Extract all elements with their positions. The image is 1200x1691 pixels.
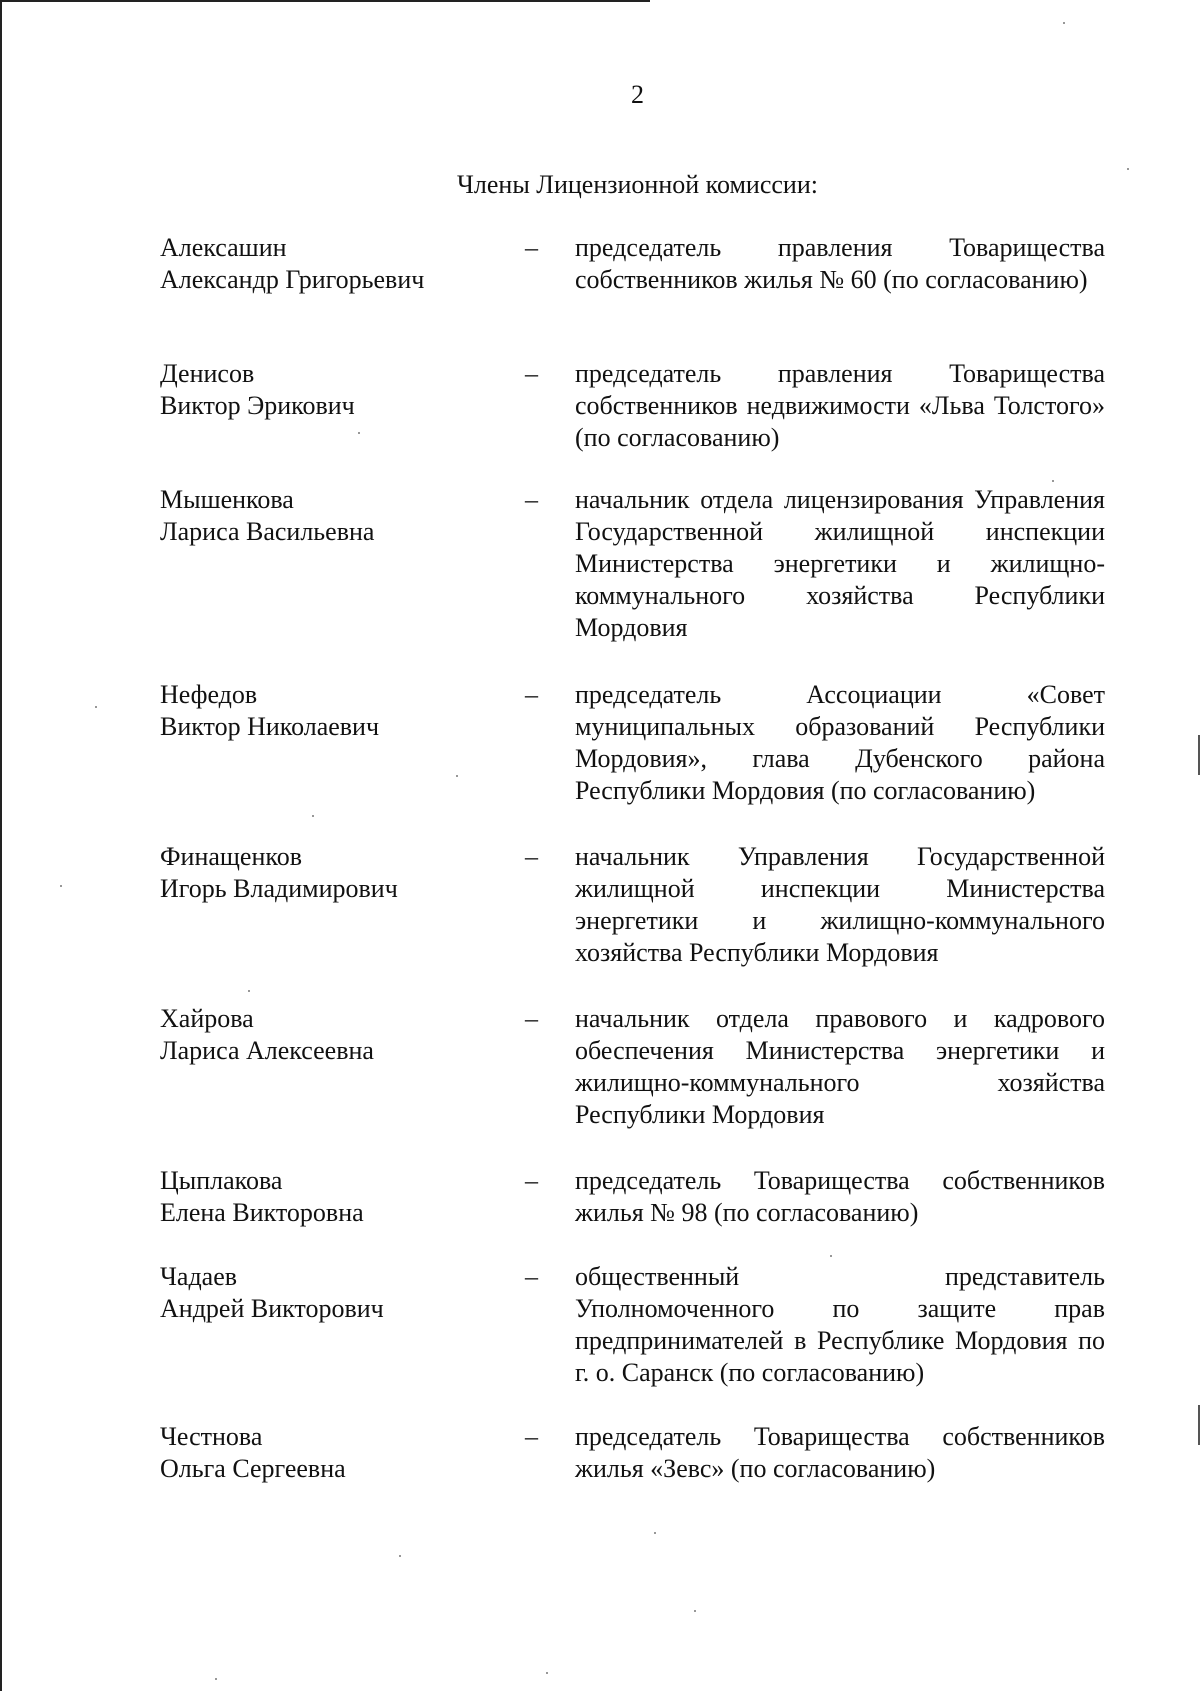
member-name (160, 1165, 525, 1229)
scan-speck (358, 432, 360, 434)
member-name (160, 358, 525, 422)
member-name (160, 679, 525, 743)
scan-speck (830, 1255, 832, 1257)
scan-speck (60, 885, 62, 887)
scan-speck (546, 1672, 548, 1674)
member-name (160, 1003, 525, 1067)
member-role: начальник Управления Государственной жилищной инспекции Министерства энергетики и жилищно-коммунального хозяйства Республики Мордовия (575, 842, 1105, 967)
member-name (160, 232, 525, 296)
members-list (160, 232, 1110, 1491)
member-entry (160, 841, 1110, 1003)
scan-speck (456, 775, 458, 777)
scan-border-left (0, 0, 2, 1691)
scan-speck (694, 1610, 696, 1612)
member-role: председатель Товарищества собственников жилья «Зевс» (по согласованию) (575, 1422, 1105, 1483)
member-dash: – (525, 680, 538, 709)
member-dash: – (525, 1262, 538, 1291)
member-surname: Нефедов (160, 680, 258, 709)
member-surname: Финащенков (160, 842, 302, 871)
member-role: начальник отдела правового и кадрового обеспечения Министерства энергетики и жилищно-коммунального хозяйства Республики Мордовия (575, 1004, 1105, 1129)
scan-speck (248, 990, 250, 992)
member-dash: – (525, 1166, 538, 1195)
member-entry (160, 1261, 1110, 1421)
member-role: общественный представитель Уполномоченного по защите прав предпринимателей в Республике Мордовия по г. о. Саранск (по согласованию) (575, 1262, 1105, 1387)
member-given-names: Лариса Алексеевна (160, 1036, 374, 1065)
scan-speck (399, 1555, 401, 1557)
member-given-names: Лариса Васильевна (160, 517, 375, 546)
member-role: председатель правления Товарищества собственников недвижимости «Льва Толстого» (по согласованию) (575, 359, 1105, 452)
member-surname: Хайрова (160, 1004, 254, 1033)
scan-speck (312, 815, 314, 817)
member-given-names: Виктор Эрикович (160, 391, 355, 420)
member-entry (160, 1165, 1110, 1261)
member-dash: – (525, 1004, 538, 1033)
member-role: председатель Товарищества собственников жилья № 98 (по согласованию) (575, 1166, 1105, 1227)
member-given-names: Андрей Викторович (160, 1294, 384, 1323)
member-name (160, 841, 525, 905)
member-surname: Чадаев (160, 1262, 238, 1291)
member-entry (160, 358, 1110, 484)
scan-speck (1127, 168, 1129, 170)
member-dash: – (525, 1422, 538, 1451)
member-entry (160, 484, 1110, 679)
scan-speck (95, 706, 97, 708)
member-role: председатель Ассоциации «Совет муниципальных образований Республики Мордовия», глава Дубенского района Республики Мордовия (по согласованию) (575, 680, 1105, 805)
member-entry (160, 679, 1110, 841)
scan-speck (654, 1532, 656, 1534)
member-surname: Цыплакова (160, 1166, 283, 1195)
member-name (160, 1421, 525, 1485)
member-dash: – (525, 233, 538, 262)
member-dash: – (525, 842, 538, 871)
member-surname: Честнова (160, 1422, 263, 1451)
member-name (160, 1261, 525, 1325)
member-role: председатель правления Товарищества собственников жилья № 60 (по согласованию) (575, 233, 1105, 294)
member-name (160, 484, 525, 548)
member-surname: Денисов (160, 359, 255, 388)
scan-speck (1052, 480, 1054, 482)
member-surname: Мышенкова (160, 485, 294, 514)
member-given-names: Виктор Николаевич (160, 712, 380, 741)
member-given-names: Александр Григорьевич (160, 265, 425, 294)
member-entry (160, 1003, 1110, 1165)
scan-speck (1063, 22, 1065, 24)
member-given-names: Ольга Сергеевна (160, 1454, 346, 1483)
page-number: 2 (631, 80, 644, 109)
member-surname: Алексашин (160, 233, 287, 262)
member-role: начальник отдела лицензирования Управления Государственной жилищной инспекции Министерства энергетики и жилищно-коммунального хозяйства Республики Мордовия (575, 485, 1105, 642)
member-dash: – (525, 359, 538, 388)
page-heading: Члены Лицензионной комиссии: (457, 170, 818, 199)
member-dash: – (525, 485, 538, 514)
member-given-names: Игорь Владимирович (160, 874, 398, 903)
scan-border-top (0, 0, 650, 2)
member-entry (160, 1421, 1110, 1491)
member-given-names: Елена Викторовна (160, 1198, 364, 1227)
scan-speck (215, 1678, 217, 1680)
member-entry (160, 232, 1110, 358)
